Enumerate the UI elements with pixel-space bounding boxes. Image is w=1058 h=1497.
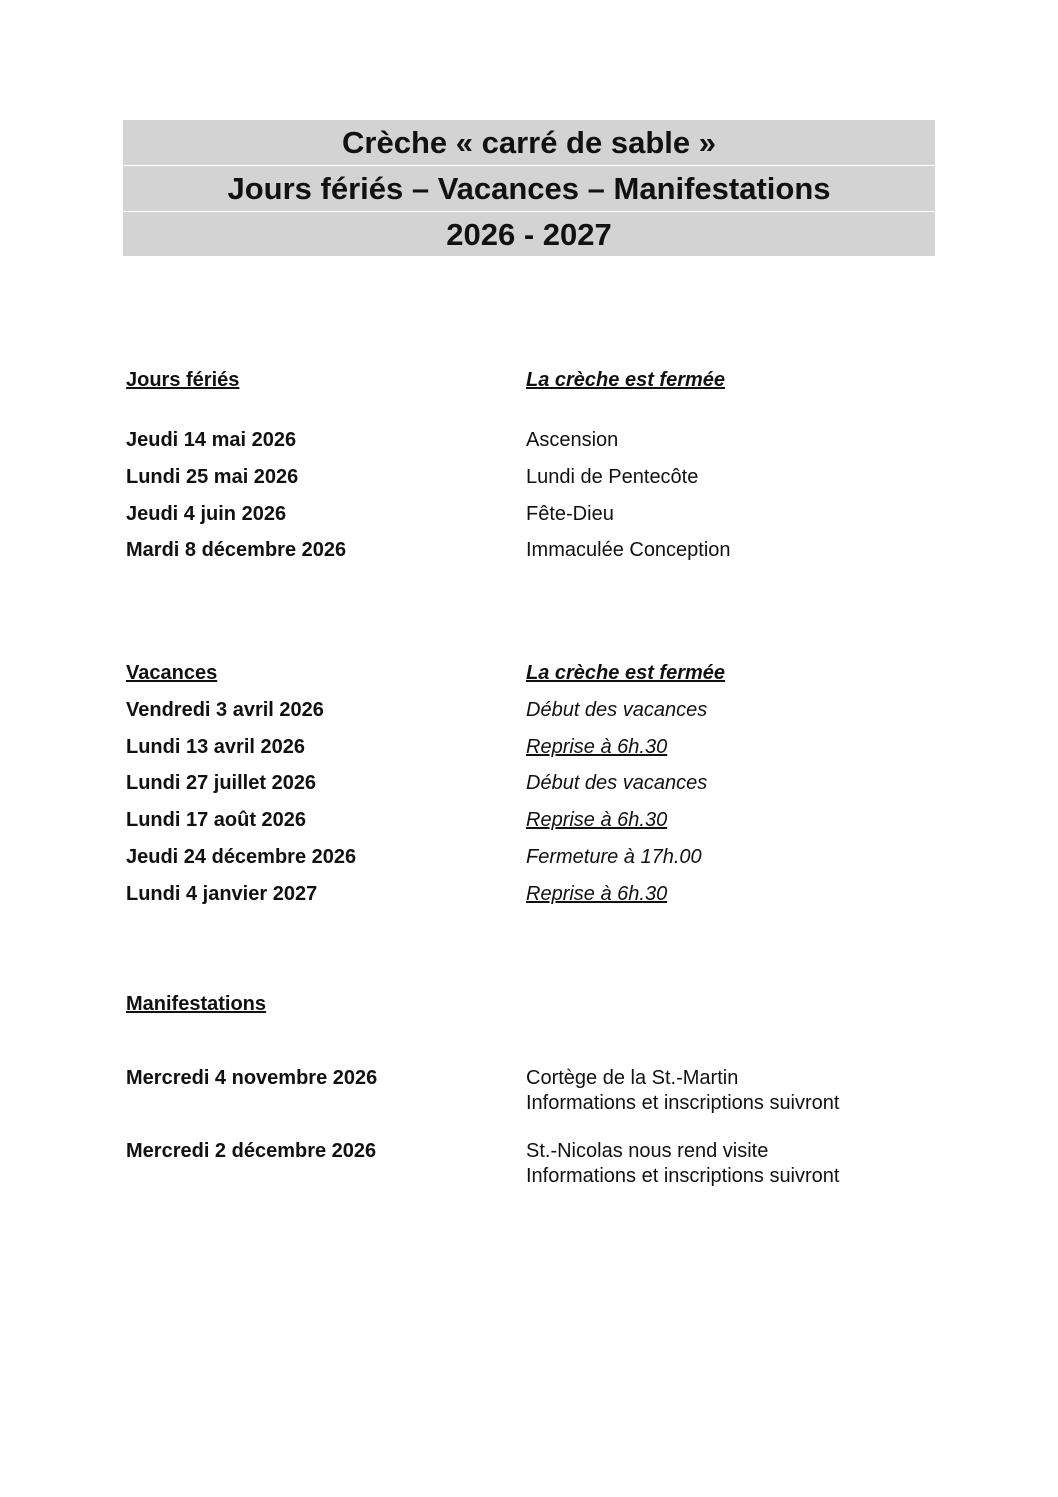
vacances-row: [126, 882, 926, 907]
vacances-label: Début des vacances: [526, 699, 708, 721]
manifestations-row: [126, 1066, 926, 1116]
vacances-date: Jeudi 24 décembre 2026: [126, 846, 357, 868]
vacances-note: La crèche est fermée: [526, 662, 726, 684]
feries-heading: Jours fériés: [126, 369, 240, 391]
manifestations-date: Mercredi 4 novembre 2026: [126, 1067, 378, 1089]
vacances-heading-row: [126, 661, 926, 686]
feries-label: Ascension: [526, 429, 619, 451]
feries-label: Immaculée Conception: [526, 539, 731, 561]
manifestations-heading: Manifestations: [126, 993, 267, 1015]
manifestations-line: Informations et inscriptions suivront: [526, 1165, 840, 1187]
vacances-row: [126, 698, 926, 723]
vacances-date: Lundi 27 juillet 2026: [126, 772, 317, 794]
header-title: Crèche « carré de sable »: [123, 120, 935, 166]
manifestations-line: Informations et inscriptions suivront: [526, 1092, 840, 1114]
header-subtitle: Jours fériés – Vacances – Manifestations: [123, 166, 935, 212]
vacances-date: Vendredi 3 avril 2026: [126, 699, 324, 721]
vacances-label: Reprise à 6h.30: [526, 883, 668, 905]
vacances-row: [126, 771, 926, 796]
document-header: [123, 120, 935, 256]
feries-date: Lundi 25 mai 2026: [126, 466, 299, 488]
header-year: 2026 - 2027: [446, 217, 612, 252]
manifestations-line: St.-Nicolas nous rend visite: [526, 1140, 769, 1162]
vacances-row: [126, 735, 926, 760]
feries-date: Jeudi 14 mai 2026: [126, 429, 297, 451]
feries-heading-row: [126, 368, 926, 393]
vacances-heading: Vacances: [126, 662, 218, 684]
feries-label: Fête-Dieu: [526, 503, 614, 525]
vacances-date: Lundi 4 janvier 2027: [126, 883, 318, 905]
feries-row: [126, 538, 926, 563]
feries-note: La crèche est fermée: [526, 369, 726, 391]
vacances-label: Fermeture à 17h.00: [526, 846, 702, 868]
vacances-label: Reprise à 6h.30: [526, 809, 668, 831]
feries-row: [126, 428, 926, 453]
vacances-label: Reprise à 6h.30: [526, 736, 668, 758]
manifestations-heading-row: [126, 992, 926, 1017]
manifestations-description: [526, 1066, 839, 1116]
feries-date: Jeudi 4 juin 2026: [126, 503, 287, 525]
feries-label: Lundi de Pentecôte: [526, 466, 699, 488]
feries-row: [126, 502, 926, 527]
feries-row: [126, 465, 926, 490]
manifestations-line: Cortège de la St.-Martin: [526, 1067, 739, 1089]
manifestations-date: Mercredi 2 décembre 2026: [126, 1140, 377, 1162]
manifestations-row: [126, 1139, 926, 1189]
vacances-date: Lundi 17 août 2026: [126, 809, 307, 831]
vacances-label: Début des vacances: [526, 772, 708, 794]
feries-date: Mardi 8 décembre 2026: [126, 539, 347, 561]
manifestations-description: [526, 1139, 839, 1189]
vacances-row: [126, 808, 926, 833]
vacances-row: [126, 845, 926, 870]
vacances-date: Lundi 13 avril 2026: [126, 736, 305, 758]
